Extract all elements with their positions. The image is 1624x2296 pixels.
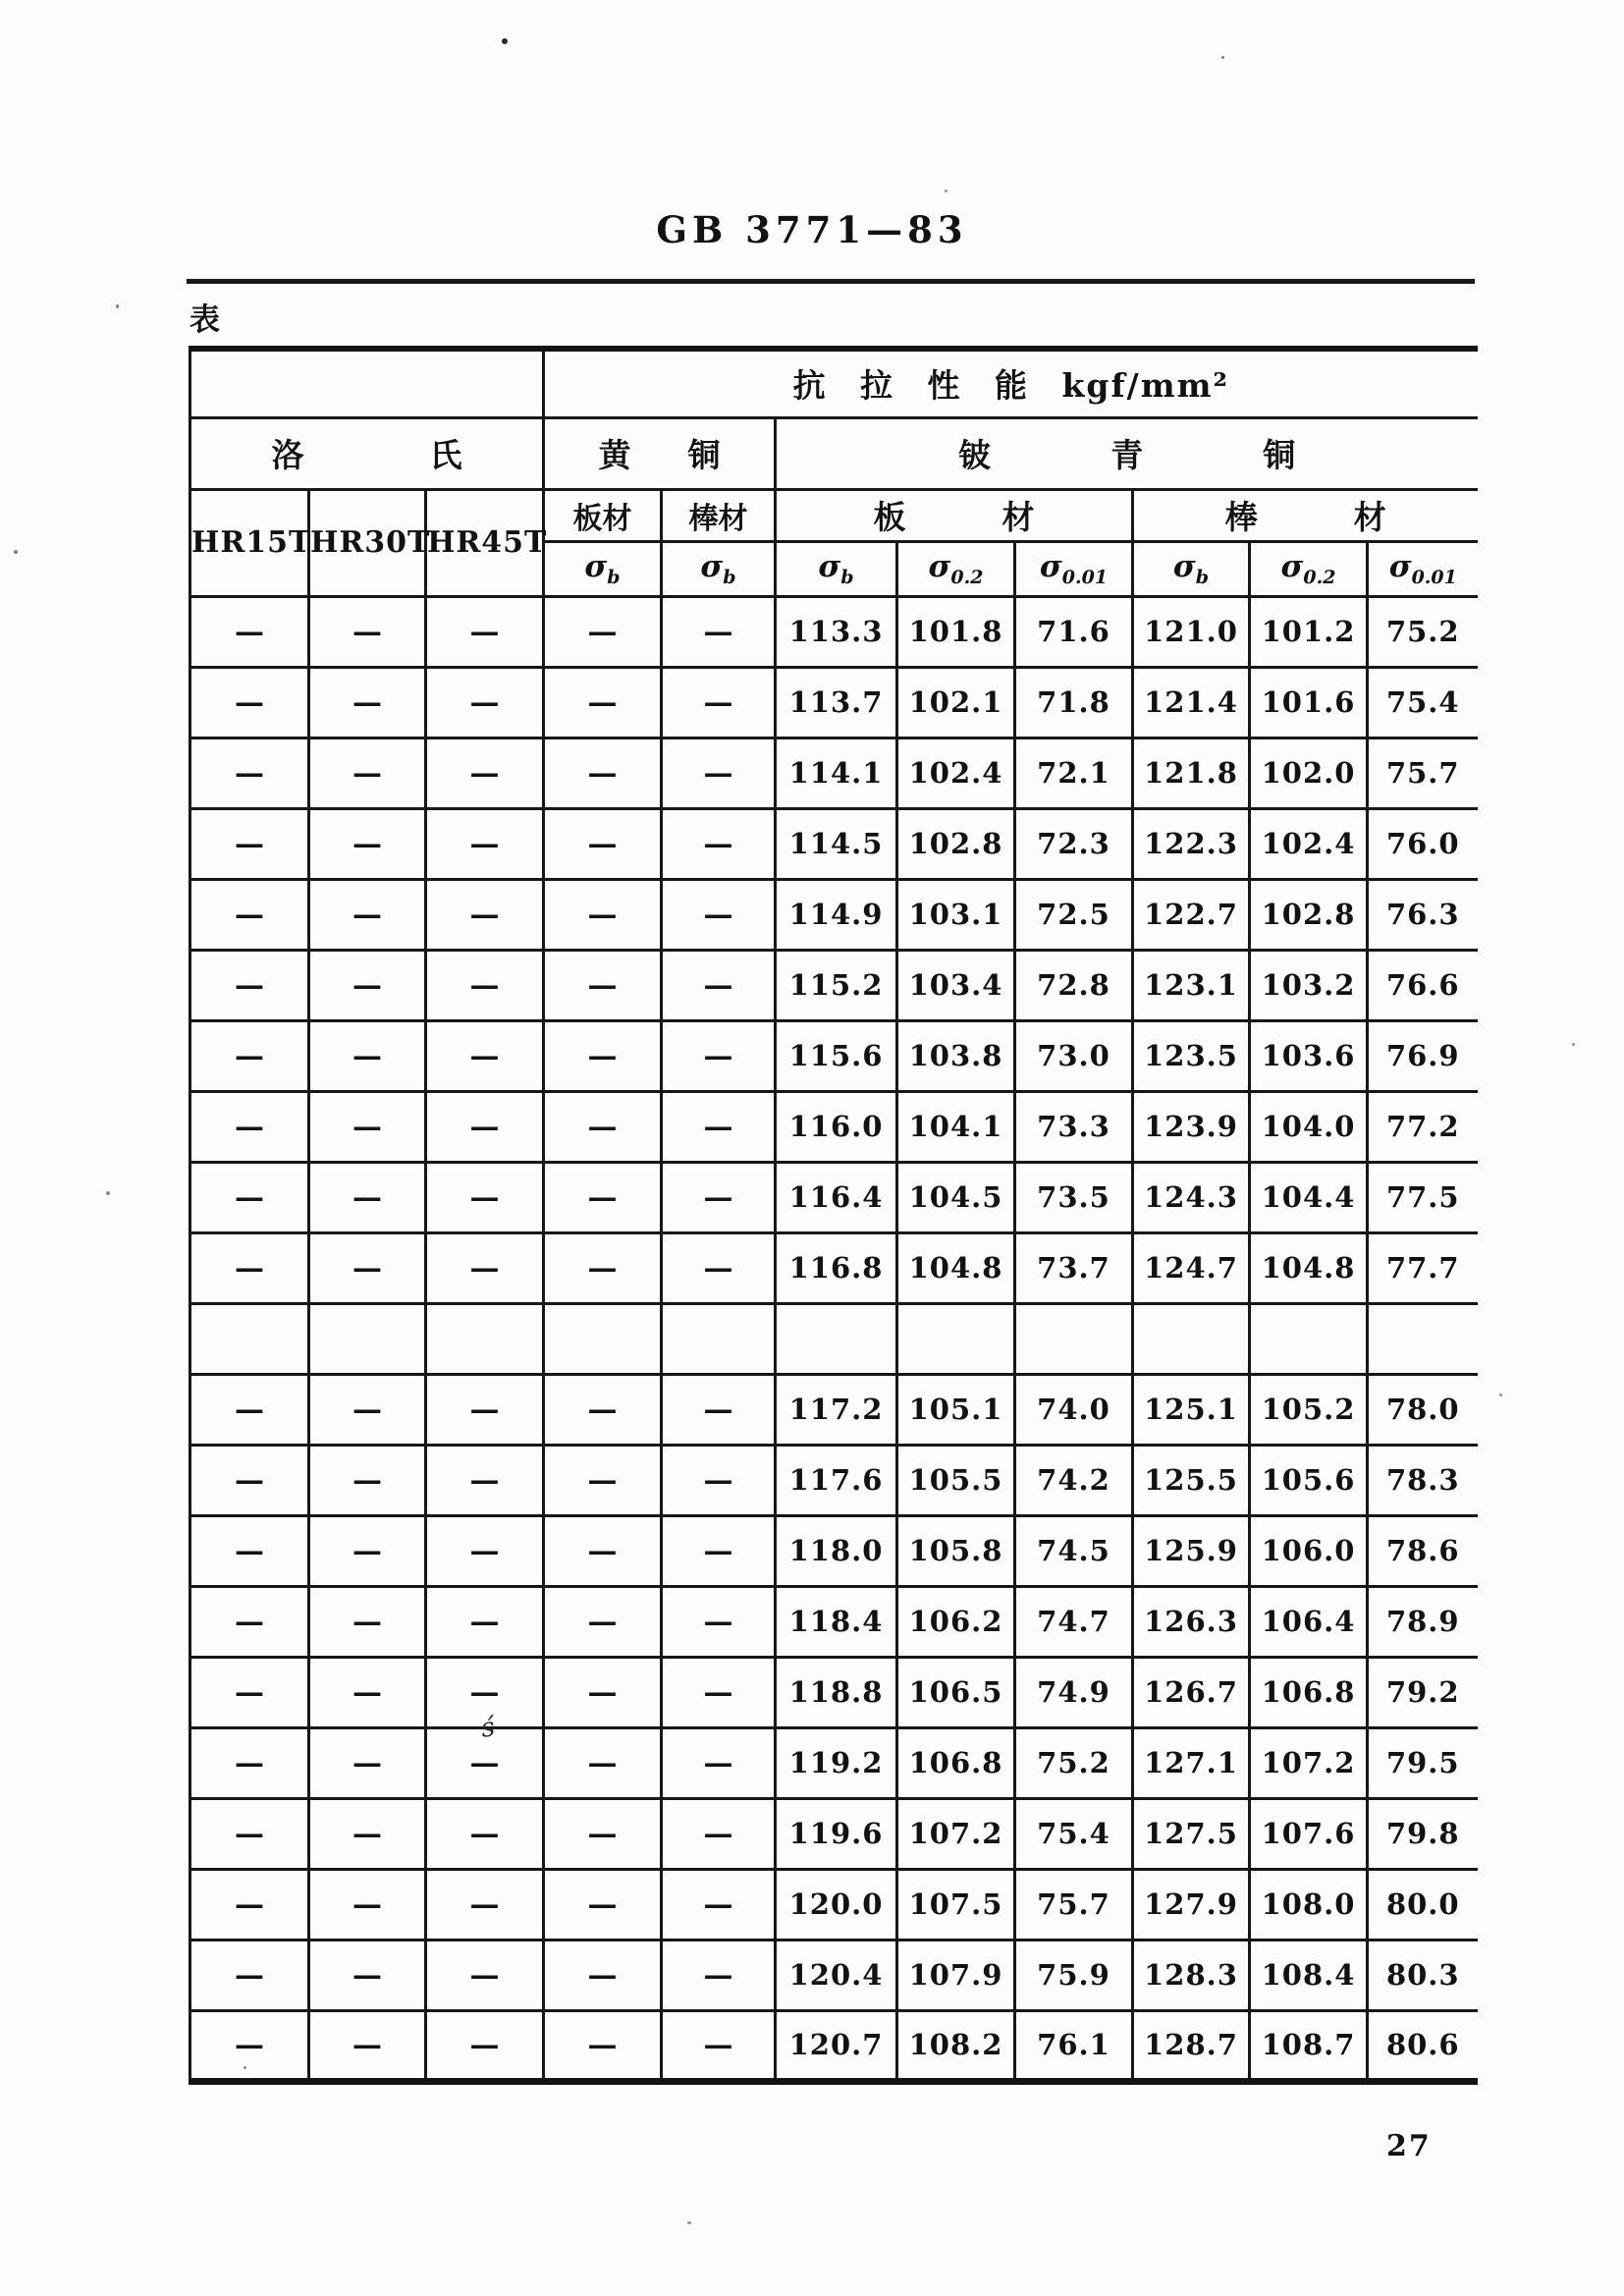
value-cell: 75.7 [1368, 738, 1478, 808]
header-rockwell [190, 417, 544, 489]
dash-cell [309, 1303, 426, 1374]
dash-cell: — [190, 2010, 309, 2081]
value-cell: 102.4 [1250, 808, 1368, 879]
value-cell: 75.2 [1368, 596, 1478, 667]
dash-cell: — [662, 667, 776, 738]
value-cell: 107.2 [897, 1798, 1015, 1869]
header-brass-rod: 棒材 [662, 489, 776, 541]
table-body [190, 596, 1478, 2081]
value-cell: 102.0 [1250, 738, 1368, 808]
dash-cell: — [190, 808, 309, 879]
scan-speck [14, 550, 18, 554]
dash-cell: — [309, 1727, 426, 1798]
value-cell: 108.0 [1250, 1869, 1368, 1940]
dash-cell: — [544, 1515, 662, 1586]
dash-cell: — [309, 1232, 426, 1303]
value-cell: 103.4 [897, 950, 1015, 1020]
dash-cell: — [544, 2010, 662, 2081]
sigma-b-brass-sheet: $\sigma_b$ [544, 541, 662, 596]
dash-cell [190, 1303, 309, 1374]
value-cell: 76.9 [1368, 1020, 1478, 1091]
dash-cell: — [190, 1374, 309, 1445]
value-cell: 115.6 [776, 1020, 897, 1091]
table-row [190, 1091, 1478, 1162]
dash-cell: — [544, 1869, 662, 1940]
value-cell: 116.8 [776, 1232, 897, 1303]
value-cell: 116.4 [776, 1162, 897, 1232]
value-cell: 108.7 [1250, 2010, 1368, 2081]
sigma-02-be-rod: $\sigma_{0.2}$ [1250, 541, 1368, 596]
value-cell [897, 1303, 1015, 1374]
dash-cell: — [309, 1515, 426, 1586]
dash-cell: — [662, 1232, 776, 1303]
value-cell: 125.1 [1133, 1374, 1250, 1445]
value-cell: 118.0 [776, 1515, 897, 1586]
value-cell: 79.8 [1368, 1798, 1478, 1869]
value-cell: 76.3 [1368, 879, 1478, 950]
dash-cell: — [544, 596, 662, 667]
value-cell: 74.2 [1015, 1445, 1133, 1515]
dash-cell: — [662, 1020, 776, 1091]
table-row [190, 1445, 1478, 1515]
value-cell: 125.9 [1133, 1515, 1250, 1586]
value-cell: 72.8 [1015, 950, 1133, 1020]
value-cell: 77.7 [1368, 1232, 1478, 1303]
value-cell: 128.3 [1133, 1940, 1250, 2010]
value-cell: 75.2 [1015, 1727, 1133, 1798]
dash-cell: — [544, 1232, 662, 1303]
dash-cell: — [544, 1798, 662, 1869]
dash-cell: — [426, 1374, 544, 1445]
value-cell: 103.2 [1250, 950, 1368, 1020]
value-cell [776, 1303, 897, 1374]
dash-cell: — [662, 1162, 776, 1232]
dash-cell: — [426, 1020, 544, 1091]
header-beryllium-bronze [776, 417, 1478, 489]
table-row [190, 738, 1478, 808]
value-cell: 79.2 [1368, 1657, 1478, 1727]
dash-cell: — [309, 879, 426, 950]
value-cell: 127.1 [1133, 1727, 1250, 1798]
value-cell: 74.0 [1015, 1374, 1133, 1445]
dash-cell: — [309, 1586, 426, 1657]
value-cell: 104.5 [897, 1162, 1015, 1232]
value-cell: 125.5 [1133, 1445, 1250, 1515]
value-cell: 122.3 [1133, 808, 1250, 879]
value-cell: 104.8 [1250, 1232, 1368, 1303]
value-cell: 73.7 [1015, 1232, 1133, 1303]
table-row [190, 879, 1478, 950]
header-row-tensile [190, 349, 1478, 417]
dash-cell: — [426, 1940, 544, 2010]
value-cell: 108.4 [1250, 1940, 1368, 2010]
dash-cell: — [662, 1798, 776, 1869]
table-row [190, 667, 1478, 738]
value-cell: 106.8 [1250, 1657, 1368, 1727]
value-cell: 103.8 [897, 1020, 1015, 1091]
table-row [190, 1515, 1478, 1586]
dash-cell: — [662, 738, 776, 808]
dash-cell: — [662, 1515, 776, 1586]
scan-speck [106, 1191, 110, 1195]
value-cell: 107.9 [897, 1940, 1015, 2010]
sigma-b-brass-rod: $\sigma_b$ [662, 541, 776, 596]
data-table [189, 346, 1478, 2085]
scan-speck [945, 190, 947, 192]
value-cell: 75.9 [1015, 1940, 1133, 2010]
dash-cell: — [190, 1232, 309, 1303]
dash-cell: — [190, 1162, 309, 1232]
dash-cell: — [309, 2010, 426, 2081]
header-tensile-title: 抗 拉 性 能 kgf/mm² [544, 349, 1478, 417]
dash-cell: — [190, 1091, 309, 1162]
page-number: 27 [1386, 2129, 1432, 2163]
header-be-sheet [776, 489, 1133, 541]
table-row [190, 1020, 1478, 1091]
value-cell: 80.6 [1368, 2010, 1478, 2081]
header-row-materials [190, 417, 1478, 489]
value-cell: 72.3 [1015, 808, 1133, 879]
value-cell: 101.8 [897, 596, 1015, 667]
value-cell: 123.1 [1133, 950, 1250, 1020]
dash-cell: — [544, 1940, 662, 2010]
value-cell: 72.5 [1015, 879, 1133, 950]
dash-cell: — [544, 1727, 662, 1798]
table-row [190, 596, 1478, 667]
scan-speck [116, 304, 119, 308]
value-cell: 121.8 [1133, 738, 1250, 808]
value-cell: 124.7 [1133, 1232, 1250, 1303]
dash-cell: — [426, 596, 544, 667]
value-cell: 106.0 [1250, 1515, 1368, 1586]
sigma-b-be-rod: $\sigma_b$ [1133, 541, 1250, 596]
dash-cell: — [309, 1020, 426, 1091]
sigma-001-be-sheet: $\sigma_{0.01}$ [1015, 541, 1133, 596]
dash-cell: — [544, 1020, 662, 1091]
table-row [190, 1940, 1478, 2010]
rockwell-label: 洛 氏 [271, 436, 462, 474]
value-cell: 75.4 [1368, 667, 1478, 738]
dash-cell: — [309, 1162, 426, 1232]
value-cell: 106.8 [897, 1727, 1015, 1798]
dash-cell: — [190, 1940, 309, 2010]
dash-cell: — [309, 738, 426, 808]
dash-cell: — [426, 738, 544, 808]
dash-cell: — [309, 1374, 426, 1445]
value-cell: 107.6 [1250, 1798, 1368, 1869]
value-cell: 71.8 [1015, 667, 1133, 738]
dash-cell: — [309, 1091, 426, 1162]
value-cell: 73.5 [1015, 1162, 1133, 1232]
dash-cell: — [190, 667, 309, 738]
dash-cell: — [662, 1940, 776, 2010]
value-cell: 79.5 [1368, 1727, 1478, 1798]
dash-cell: — [426, 879, 544, 950]
value-cell: 78.3 [1368, 1445, 1478, 1515]
value-cell: 104.8 [897, 1232, 1015, 1303]
dash-cell: — [426, 1445, 544, 1515]
scan-speck [1221, 56, 1224, 59]
value-cell: 76.6 [1368, 950, 1478, 1020]
dash-cell: — [190, 1869, 309, 1940]
handwriting-artifact: ś [478, 1712, 497, 1744]
value-cell: 126.3 [1133, 1586, 1250, 1657]
dash-cell: — [426, 1232, 544, 1303]
value-cell: 108.2 [897, 2010, 1015, 2081]
value-cell: 117.6 [776, 1445, 897, 1515]
standard-code: GB 3771—83 [656, 208, 968, 251]
value-cell: 107.2 [1250, 1727, 1368, 1798]
header-be-rod [1133, 489, 1478, 541]
table-row [190, 1657, 1478, 1727]
dash-cell: — [544, 950, 662, 1020]
value-cell: 75.7 [1015, 1869, 1133, 1940]
dash-cell: — [426, 1727, 544, 1798]
dash-cell: — [309, 1940, 426, 2010]
dash-cell: — [544, 1586, 662, 1657]
value-cell: 104.1 [897, 1091, 1015, 1162]
scan-speck [502, 38, 508, 44]
value-cell: 113.7 [776, 667, 897, 738]
dash-cell [662, 1303, 776, 1374]
dash-cell: — [190, 1586, 309, 1657]
dash-cell: — [662, 1445, 776, 1515]
dash-cell: — [662, 1657, 776, 1727]
dash-cell: — [662, 2010, 776, 2081]
value-cell: 103.1 [897, 879, 1015, 950]
dash-cell: — [426, 667, 544, 738]
value-cell: 102.8 [897, 808, 1015, 879]
table-row [190, 1374, 1478, 1445]
dash-cell: — [426, 1586, 544, 1657]
dash-cell: — [426, 1798, 544, 1869]
value-cell: 80.0 [1368, 1869, 1478, 1940]
value-cell: 101.2 [1250, 596, 1368, 667]
value-cell: 73.3 [1015, 1091, 1133, 1162]
value-cell: 122.7 [1133, 879, 1250, 950]
value-cell: 106.4 [1250, 1586, 1368, 1657]
dash-cell: — [426, 1869, 544, 1940]
value-cell: 102.4 [897, 738, 1015, 808]
dash-cell: — [662, 596, 776, 667]
value-cell: 72.1 [1015, 738, 1133, 808]
dash-cell: — [662, 1586, 776, 1657]
value-cell: 74.7 [1015, 1586, 1133, 1657]
dash-cell: — [309, 1798, 426, 1869]
dash-cell: — [544, 1657, 662, 1727]
dash-cell: — [544, 1162, 662, 1232]
dash-cell: — [190, 1657, 309, 1727]
value-cell: 107.5 [897, 1869, 1015, 1940]
value-cell: 120.4 [776, 1940, 897, 2010]
dash-cell: — [190, 1727, 309, 1798]
table-row [190, 1727, 1478, 1798]
dash-cell: — [309, 950, 426, 1020]
value-cell: 120.7 [776, 2010, 897, 2081]
value-cell: 103.6 [1250, 1020, 1368, 1091]
dash-cell: — [426, 808, 544, 879]
value-cell: 74.5 [1015, 1515, 1133, 1586]
dash-cell: — [544, 1445, 662, 1515]
sigma-02-be-sheet: $\sigma_{0.2}$ [897, 541, 1015, 596]
brass-label: 黄 铜 [598, 436, 721, 474]
value-cell: 121.4 [1133, 667, 1250, 738]
dash-cell: — [544, 667, 662, 738]
header-empty-cell [190, 349, 544, 417]
header-hr45t: HR45T [426, 489, 544, 596]
dash-cell: — [309, 1445, 426, 1515]
table-row [190, 1162, 1478, 1232]
value-cell: 105.2 [1250, 1374, 1368, 1445]
value-cell: 114.5 [776, 808, 897, 879]
be-sheet-label: 板 材 [873, 498, 1035, 536]
value-cell: 77.2 [1368, 1091, 1478, 1162]
value-cell: 71.6 [1015, 596, 1133, 667]
table-row [190, 808, 1478, 879]
value-cell: 120.0 [776, 1869, 897, 1940]
dash-cell: — [662, 1091, 776, 1162]
table-row [190, 2010, 1478, 2081]
beryllium-bronze-label: 铍 青 铜 [958, 436, 1296, 474]
header-brass [544, 417, 776, 489]
value-cell: 123.5 [1133, 1020, 1250, 1091]
header-row-forms [190, 489, 1478, 541]
table-row [190, 1303, 1478, 1374]
value-cell: 105.5 [897, 1445, 1015, 1515]
value-cell: 77.5 [1368, 1162, 1478, 1232]
value-cell: 118.8 [776, 1657, 897, 1727]
table-header [190, 349, 1478, 596]
value-cell: 106.5 [897, 1657, 1015, 1727]
dash-cell: — [309, 1657, 426, 1727]
value-cell: 75.4 [1015, 1798, 1133, 1869]
dash-cell: — [426, 1657, 544, 1727]
value-cell: 127.9 [1133, 1869, 1250, 1940]
table-label: 表 [189, 302, 220, 338]
dash-cell: — [309, 667, 426, 738]
dash-cell: — [190, 950, 309, 1020]
value-cell [1368, 1303, 1478, 1374]
dash-cell: — [662, 1869, 776, 1940]
value-cell: 74.9 [1015, 1657, 1133, 1727]
header-brass-sheet: 板材 [544, 489, 662, 541]
dash-cell: — [190, 1445, 309, 1515]
value-cell: 119.2 [776, 1727, 897, 1798]
value-cell: 78.6 [1368, 1515, 1478, 1586]
value-cell [1015, 1303, 1133, 1374]
value-cell: 116.0 [776, 1091, 897, 1162]
value-cell: 80.3 [1368, 1940, 1478, 2010]
dash-cell: — [544, 1374, 662, 1445]
scan-speck [1499, 1394, 1502, 1396]
dash-cell: — [544, 1091, 662, 1162]
value-cell: 105.6 [1250, 1445, 1368, 1515]
dash-cell: — [426, 950, 544, 1020]
dash-cell [544, 1303, 662, 1374]
value-cell [1250, 1303, 1368, 1374]
dash-cell: — [190, 596, 309, 667]
value-cell: 101.6 [1250, 667, 1368, 738]
dash-cell: — [309, 596, 426, 667]
value-cell: 105.8 [897, 1515, 1015, 1586]
dash-cell: — [544, 738, 662, 808]
value-cell: 126.7 [1133, 1657, 1250, 1727]
value-cell: 118.4 [776, 1586, 897, 1657]
value-cell: 121.0 [1133, 596, 1250, 667]
be-rod-label: 棒 材 [1224, 498, 1386, 536]
dash-cell: — [190, 1515, 309, 1586]
scan-speck [1572, 1043, 1575, 1046]
dash-cell: — [426, 2010, 544, 2081]
value-cell: 106.2 [897, 1586, 1015, 1657]
header-hr30t: HR30T [309, 489, 426, 596]
dash-cell: — [309, 1869, 426, 1940]
value-cell: 124.3 [1133, 1162, 1250, 1232]
dash-cell: — [426, 1091, 544, 1162]
scan-speck [244, 2066, 246, 2069]
table-row [190, 1586, 1478, 1657]
dash-cell: — [309, 808, 426, 879]
dash-cell: — [190, 879, 309, 950]
value-cell [1133, 1303, 1250, 1374]
dash-cell: — [544, 808, 662, 879]
value-cell: 127.5 [1133, 1798, 1250, 1869]
value-cell: 119.6 [776, 1798, 897, 1869]
value-cell: 78.9 [1368, 1586, 1478, 1657]
dash-cell: — [426, 1515, 544, 1586]
value-cell: 115.2 [776, 950, 897, 1020]
dash-cell [426, 1303, 544, 1374]
value-cell: 105.1 [897, 1374, 1015, 1445]
dash-cell: — [662, 879, 776, 950]
dash-cell: — [190, 738, 309, 808]
value-cell: 104.4 [1250, 1162, 1368, 1232]
sigma-b-be-sheet: $\sigma_b$ [776, 541, 897, 596]
dash-cell: — [190, 1798, 309, 1869]
header-hr15t: HR15T [190, 489, 309, 596]
dash-cell: — [662, 1727, 776, 1798]
value-cell: 117.2 [776, 1374, 897, 1445]
table-row [190, 1798, 1478, 1869]
scan-speck [687, 2221, 691, 2224]
dash-cell: — [190, 1020, 309, 1091]
value-cell: 113.3 [776, 596, 897, 667]
value-cell: 78.0 [1368, 1374, 1478, 1445]
value-cell: 73.0 [1015, 1020, 1133, 1091]
value-cell: 104.0 [1250, 1091, 1368, 1162]
dash-cell: — [662, 808, 776, 879]
dash-cell: — [544, 879, 662, 950]
value-cell: 123.9 [1133, 1091, 1250, 1162]
value-cell: 114.1 [776, 738, 897, 808]
sigma-001-be-rod: $\sigma_{0.01}$ [1368, 541, 1478, 596]
title-rule [187, 279, 1475, 284]
table-row [190, 1232, 1478, 1303]
dash-cell: — [426, 1162, 544, 1232]
table-row [190, 950, 1478, 1020]
table-row [190, 1869, 1478, 1940]
value-cell: 114.9 [776, 879, 897, 950]
value-cell: 76.0 [1368, 808, 1478, 879]
dash-cell: — [662, 1374, 776, 1445]
value-cell: 76.1 [1015, 2010, 1133, 2081]
value-cell: 102.1 [897, 667, 1015, 738]
dash-cell: — [662, 950, 776, 1020]
value-cell: 128.7 [1133, 2010, 1250, 2081]
value-cell: 102.8 [1250, 879, 1368, 950]
